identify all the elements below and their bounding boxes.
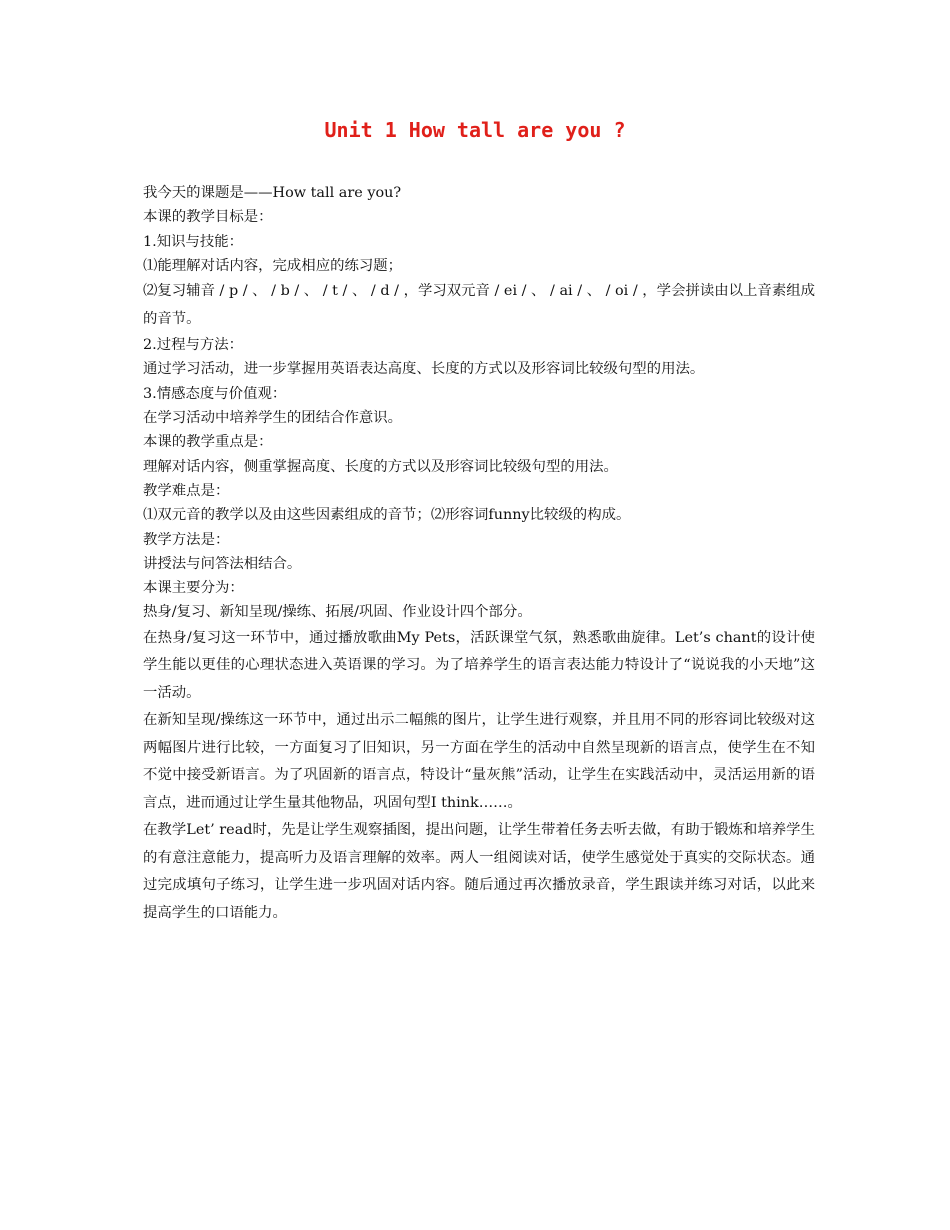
paragraph-method-heading: 教学方法是： — [143, 531, 230, 548]
paragraph-knowledge-item-2: ⑵复习辅音 / p / 、 / b / 、 / t / 、 / d / ，学习双元音 / ei / 、 / ai / 、 / oi / ，学会拼读由以上音素组成的音节。 — [143, 283, 815, 327]
paragraph-process-heading: 2.过程与方法： — [143, 337, 244, 354]
paragraph-attitude-text: 在学习活动中培养学生的团结合作意识。 — [143, 410, 403, 427]
paragraph-process-text: 通过学习活动，进一步掌握用英语表达高度、长度的方式以及形容词比较级句型的用法。 — [143, 361, 705, 378]
document-title: Unit 1 How tall are you ? — [324, 118, 626, 142]
paragraph-keypoint-heading: 本课的教学重点是： — [143, 434, 273, 451]
paragraph-objectives-heading: 本课的教学目标是： — [143, 209, 273, 226]
paragraph-parts-heading: 本课主要分为： — [143, 580, 244, 597]
paragraph-difficulty-heading: 教学难点是： — [143, 482, 230, 499]
paragraph-presentation: 在新知呈现/操练这一环节中，通过出示二幅熊的图片，让学生进行观察，并且用不同的形容词比较级对这两幅图片进行比较，一方面复习了旧知识，另一方面在学生的活动中自然呈现新的语言点，使学生在不知不觉中接受新语言。为了巩固新的语言点，特设计“量灰熊”活动，让学生在实践活动中，灵活运用新的语言点，进而通过让学生量其他物品，巩固句型I think……。 — [143, 712, 815, 811]
paragraph-read: 在教学Let’ read时，先是让学生观察插图，提出问题，让学生带着任务去听去做，有助于锻炼和培养学生的有意注意能力，提高听力及语言理解的效率。两人一组阅读对话，使学生感觉处于真实的交际状态。通过完成填句子练习，让学生进一步巩固对话内容。随后通过再次播放录音，学生跟读并练习对话，以此来提高学生的口语能力。 — [143, 822, 815, 921]
paragraph-topic: 我今天的课题是——How tall are you? — [143, 185, 402, 201]
paragraph-method-text: 讲授法与问答法相结合。 — [143, 555, 302, 572]
paragraph-difficulty-text: ⑴双元音的教学以及由这些因素组成的音节；⑵形容词funny比较级的构成。 — [143, 507, 631, 524]
paragraph-keypoint-text: 理解对话内容，侧重掌握高度、长度的方式以及形容词比较级句型的用法。 — [143, 458, 618, 475]
paragraph-attitude-heading: 3.情感态度与价值观： — [143, 385, 287, 402]
paragraph-knowledge-item-1: ⑴能理解对话内容，完成相应的练习题； — [143, 257, 403, 274]
document-body — [143, 181, 815, 927]
paragraph-parts-text: 热身/复习、新知呈现/操练、拓展/巩固、作业设计四个部分。 — [143, 604, 532, 621]
paragraph-knowledge-heading: 1.知识与技能： — [143, 233, 244, 250]
paragraph-warmup: 在热身/复习这一环节中，通过播放歌曲My Pets，活跃课堂气氛，熟悉歌曲旋律。Let’s chant的设计使学生能以更佳的心理状态进入英语课的学习。为了培养学生的语言表达能力特设计了“说说我的小天地”这一活动。 — [143, 629, 815, 701]
